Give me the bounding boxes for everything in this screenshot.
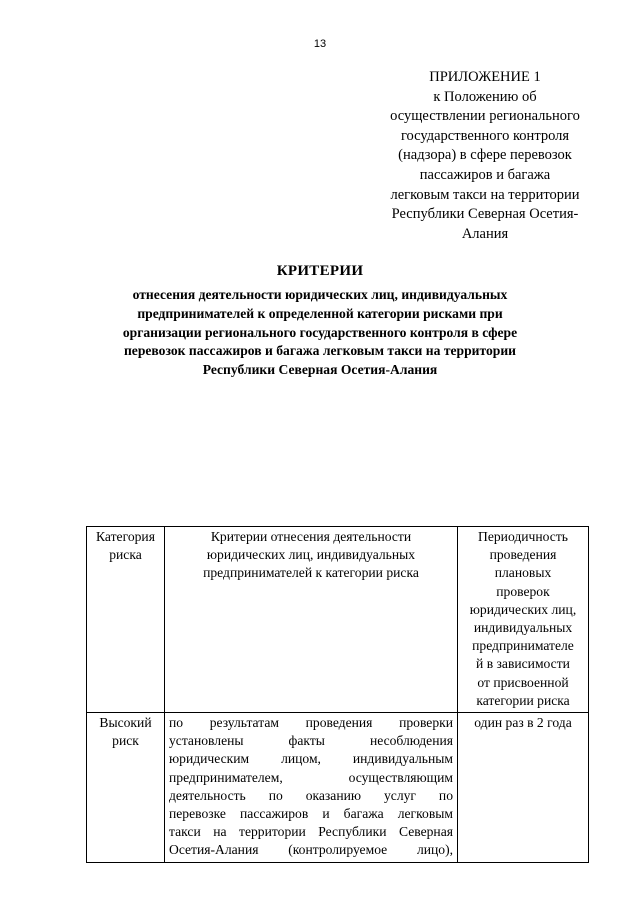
header-periodicity-line: юридических лиц, — [469, 601, 577, 617]
header-periodicity-line: проведения — [489, 547, 557, 563]
appendix-line: осуществлении регионального — [390, 108, 580, 125]
appendix-line: государственного контроля — [400, 127, 570, 144]
row-criteria-line: юридическим лицом, индивидуальным — [169, 751, 453, 767]
header-criteria-line: Критерии отнесения деятельности — [210, 529, 412, 544]
header-periodicity-line: предпринимателе — [472, 638, 574, 654]
table-row — [87, 713, 589, 863]
row-criteria-line: предпринимателем, осуществляющим — [169, 769, 453, 785]
page-bottom-margin — [86, 868, 588, 905]
criteria-subtitle — [0, 286, 640, 380]
subtitle-line: предпринимателей к определенной категории рисками при — [137, 305, 503, 321]
row-criteria-line: по результатам проведения проверки — [169, 715, 453, 731]
header-periodicity-line: плановых — [494, 565, 552, 581]
header-periodicity-line: Периодичность — [478, 529, 568, 544]
risk-criteria-table — [86, 526, 589, 863]
row-category-line: Высокий — [99, 715, 152, 731]
subtitle-line: Республики Северная Осетия-Алания — [202, 362, 438, 378]
row-periodicity: один раз в 2 года — [458, 713, 589, 863]
table-header-row — [87, 527, 589, 713]
criteria-title: КРИТЕРИИ — [276, 263, 364, 279]
appendix-line: Республики Северная Осетия- — [391, 206, 579, 223]
appendix-heading — [370, 68, 600, 244]
page-number: 13 — [313, 38, 327, 50]
appendix-line: Алания — [461, 225, 509, 242]
subtitle-line: организации регионального государственного контроля в сфере — [122, 324, 518, 340]
row-criteria-line: установлены факты несоблюдения — [169, 733, 453, 749]
appendix-line: ПРИЛОЖЕНИЕ 1 — [429, 69, 541, 85]
row-category — [87, 713, 165, 863]
row-criteria-line: Осетия-Алания (контролируемое лицо), — [169, 842, 453, 858]
header-criteria-line: предпринимателей к категории риска — [203, 565, 419, 581]
header-criteria — [165, 527, 458, 713]
header-category — [87, 527, 165, 713]
header-periodicity-line: й в зависимости — [476, 656, 570, 672]
row-criteria-line: такси на территории Республики Северная — [169, 824, 453, 840]
header-category-line: Категория — [96, 529, 155, 544]
appendix-line: легковым такси на территории — [390, 186, 580, 203]
header-periodicity — [458, 527, 589, 713]
header-periodicity-line: индивидуальных — [473, 620, 573, 636]
appendix-line: (надзора) в сфере перевозок — [398, 147, 572, 164]
subtitle-line: отнесения деятельности юридических лиц, индивидуальных — [132, 287, 508, 302]
row-criteria-line: перевозке пассажиров и багажа легковым — [169, 806, 453, 822]
header-criteria-line: юридических лиц, индивидуальных — [206, 547, 416, 563]
header-periodicity-line: категории риска — [476, 692, 570, 708]
header-periodicity-line: проверок — [496, 583, 550, 599]
header-category-line: риска — [109, 547, 142, 563]
appendix-line: к Положению об — [433, 88, 537, 105]
row-criteria — [165, 713, 458, 863]
row-category-line: риск — [112, 733, 139, 749]
appendix-line: пассажиров и багажа — [419, 166, 551, 183]
header-periodicity-line: от присвоенной — [477, 674, 569, 690]
subtitle-line: перевозок пассажиров и багажа легковым такси на территории — [123, 343, 517, 359]
row-criteria-line: деятельность по оказанию услуг по — [169, 787, 453, 803]
